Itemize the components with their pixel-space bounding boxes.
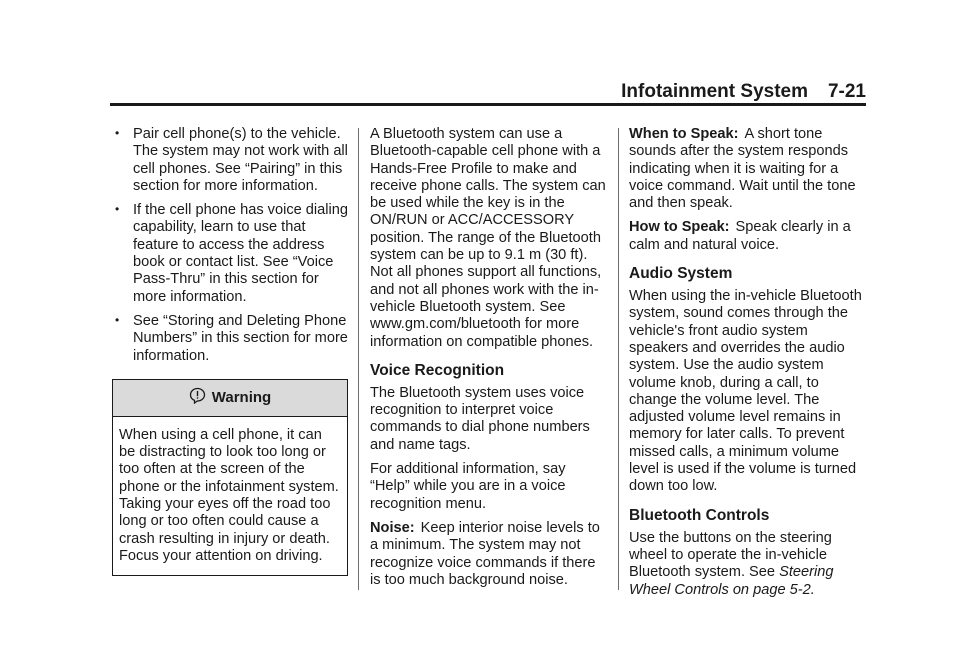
how-to-speak-paragraph: [629, 219, 867, 254]
noise-label: Noise:: [370, 519, 415, 536]
bluetooth-controls-heading: Bluetooth Controls: [629, 506, 770, 524]
voice-recognition-paragraph: The Bluetooth system uses voice recognition to interpret voice commands to dial phone numbers and name tags.: [370, 384, 590, 453]
when-to-speak-label: When to Speak:: [629, 126, 739, 142]
column-divider-right: [618, 128, 619, 590]
when-to-speak-text: A short tone sounds after the system responds indicating when it is waiting for a voice command. Wait until the tone and then speak.: [629, 126, 856, 212]
warning-header: [113, 380, 347, 417]
warning-text: When using a cell phone, it can be distracting to look too long or too often at the screen of the phone or the infotainment system. Taking your eyes off the road too long or too often could cause a crash resulting in injury or death. Focus your attention on driving.: [119, 426, 339, 564]
steering-wheel-controls-reference: Steering Wheel Controls on page 5-2.: [629, 564, 834, 598]
column-left: [112, 126, 348, 576]
how-to-speak-label: How to Speak:: [629, 219, 730, 236]
page-header: [110, 76, 866, 106]
column-middle: [370, 126, 606, 596]
bullet-storing-numbers: • See “Storing and Deleting Phone Numbers” in this section for more information.: [112, 313, 348, 365]
voice-recognition-heading: Voice Recognition: [370, 361, 505, 379]
warning-icon: [189, 387, 206, 408]
warning-box: [112, 379, 348, 576]
when-to-speak-paragraph: [629, 126, 867, 212]
column-divider-left: [358, 128, 359, 590]
how-to-speak-text: Speak clearly in a calm and natural voice.: [629, 219, 851, 253]
header-rule: [110, 103, 866, 106]
setup-bullet-list: [112, 126, 348, 365]
bullet-pair-phone: • Pair cell phone(s) to the vehicle. The system may not work with all cell phones. See “Pairing” in this section for more information.: [112, 126, 348, 195]
voice-help-paragraph: For additional information, say “Help” while you are in a voice recognition menu.: [370, 461, 566, 512]
column-right: [629, 126, 867, 606]
warning-title: Warning: [211, 389, 272, 407]
page-number: 7-21: [827, 81, 866, 102]
noise-text: Keep interior noise levels to a minimum. The system may not recognize voice commands if there is too much background noise.: [370, 519, 600, 588]
audio-system-paragraph: When using the in-vehicle Bluetooth system, sound comes through the vehicle's front audio system speakers and overrides the audio system. Use the audio system volume knob, during a call, to change the volume level. The adjusted volume level remains in memory for later calls. To prevent missed calls, a minimum volume level is used if the volume is turned down too low.: [629, 288, 862, 495]
bluetooth-controls-paragraph: [629, 530, 867, 599]
section-title: Infotainment System: [621, 81, 808, 102]
bluetooth-intro-paragraph: A Bluetooth system can use a Bluetooth-capable cell phone with a Hands-Free Profile to make and receive phone calls. The system can be used while the key is in the ON/RUN or ACC/ACCESSORY position. The range of the Bluetooth system can be up to 9.1 m (30 ft). Not all phones support all functions, and not all phones work with the in-vehicle Bluetooth system. See www.gm.com/bluetooth for more information on compatible phones.: [370, 126, 606, 350]
noise-paragraph: [370, 520, 606, 589]
bullet-voice-dialing: • If the cell phone has voice dialing capability, learn to use that feature to access the address book or contact list. See “Voice Pass-Thru” in this section for more information.: [112, 202, 348, 306]
bluetooth-controls-text: Use the buttons on the steering wheel to operate the in-vehicle Bluetooth system. See: [629, 529, 832, 581]
audio-system-heading: Audio System: [629, 265, 733, 283]
warning-body: [113, 417, 347, 575]
